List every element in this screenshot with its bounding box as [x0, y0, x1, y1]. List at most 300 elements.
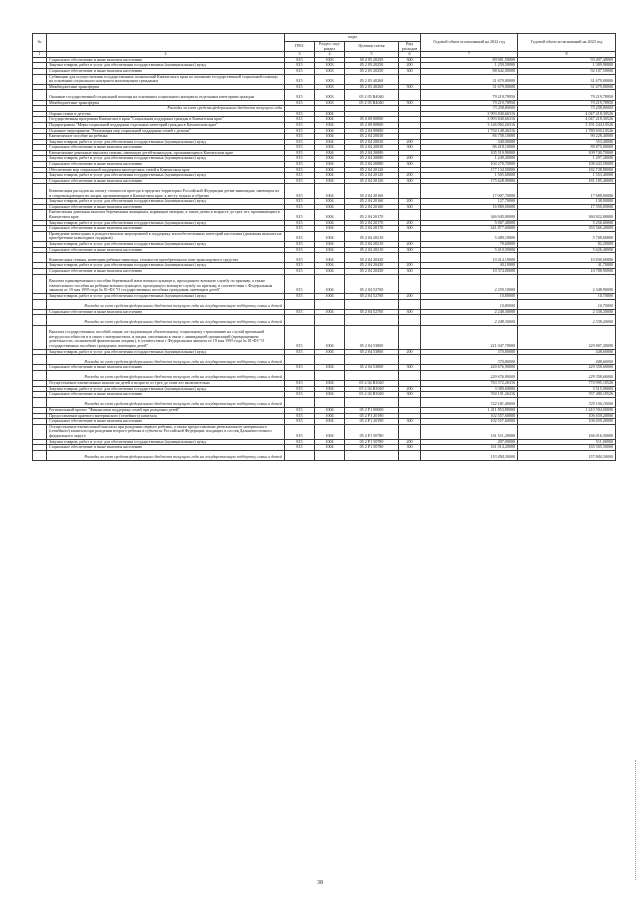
- expense-type-code: 300: [399, 145, 421, 151]
- grbs-code: 815: [285, 253, 315, 263]
- amount-2022: 105 519,90000: [421, 150, 518, 156]
- amount-2022: 79 219,78950: [421, 90, 518, 100]
- col-num: 2: [47, 52, 285, 58]
- expense-type-code: [399, 74, 421, 84]
- col-num: 5: [345, 52, 399, 58]
- grbs-code: 815: [285, 263, 315, 269]
- amount-2023: 1 410 594,00000: [518, 408, 616, 414]
- amount-2022: 220 676,90000: [421, 365, 518, 371]
- row-name: Межбюджетные трансферты: [47, 100, 285, 106]
- row-number-cell: [33, 315, 47, 325]
- amount-2022: 497,00000: [421, 439, 518, 445]
- target-code: 05 2 04 53800: [345, 325, 399, 349]
- section-code: 1003: [315, 84, 345, 90]
- note-text: Расходы за счет средств федерального бюджета текущего года на государственную поддержку семьи и детей: [47, 370, 285, 380]
- amount-2022: 161 511,20000: [421, 424, 518, 439]
- row-number-cell: [33, 325, 47, 349]
- expense-type-code: [399, 397, 421, 407]
- grbs-code: 815: [285, 220, 315, 226]
- section-code: 1004: [315, 210, 345, 220]
- table-row: [33, 231, 616, 241]
- amount-2022: 10,80000: [421, 293, 518, 299]
- amount-2022: 31 679,00000: [421, 84, 518, 90]
- target-code: 05 2 04 R3020: [345, 392, 399, 398]
- amount-2023: 4 047 218,30526: [518, 117, 616, 123]
- amount-2023: 10 830,60000: [518, 253, 616, 263]
- row-name: Закупка товаров, работ и услуг для обеспечения государственных (муниципальных) нужд: [47, 199, 285, 205]
- section-code: 1004: [315, 293, 345, 299]
- row-number-cell: [33, 274, 47, 293]
- amount-2023: 92 187,50000: [518, 68, 616, 74]
- section-code: 1004: [315, 386, 345, 392]
- grbs-code: 815: [285, 381, 315, 387]
- grbs-code: 815: [285, 386, 315, 392]
- section-code: 1004: [315, 134, 345, 140]
- target-code: 05 2 04 20430: [345, 268, 399, 274]
- row-name: Ежемесячное пособие на ребенка: [47, 134, 285, 140]
- expense-type-code: 300: [399, 226, 421, 232]
- grbs-code: 815: [285, 309, 315, 315]
- section-code: 1004: [315, 111, 345, 117]
- amount-2023: 106 659,20000: [518, 413, 616, 419]
- amount-2022: 5 410,50000: [421, 247, 518, 253]
- expense-type-code: [399, 450, 421, 460]
- note-row: [33, 315, 616, 325]
- col-num: 8: [518, 52, 616, 58]
- expense-type-code: 300: [399, 204, 421, 210]
- expense-type-code: 200: [399, 173, 421, 179]
- amount-2023: 166 016,50000: [518, 424, 616, 439]
- grbs-code: 815: [285, 167, 315, 173]
- amount-2023: 10,70000: [518, 299, 616, 309]
- amount-2022: 1 259,50000: [421, 63, 518, 69]
- expense-type-code: 300: [399, 57, 421, 63]
- target-code: 05 2 05 R4040: [345, 90, 399, 100]
- expense-type-code: 200: [399, 386, 421, 392]
- section-code: 1004: [315, 156, 345, 162]
- expense-type-code: [399, 370, 421, 380]
- grbs-code: [285, 299, 315, 309]
- section-code: 1004: [315, 439, 345, 445]
- section-code: 1004: [315, 349, 345, 355]
- grbs-code: 815: [285, 162, 315, 168]
- row-name: Компенсация расходов на оплату стоимости проезда в пределах территории Российской Федерации детям-инвалидам, имеющим их и сопровождающим их лицам, проживающим в Камчатском крае, к месту отдыха и обратно: [47, 184, 285, 199]
- amount-2023: 82,20000: [518, 241, 616, 247]
- expense-type-code: [399, 90, 421, 100]
- amount-2022: 763 572,26316: [421, 381, 518, 387]
- row-name: Обеспечение мер социальной поддержки многодетных семей в Камчатском крае: [47, 167, 285, 173]
- row-name: Социальное обеспечение и иные выплаты населению: [47, 57, 285, 63]
- table-row: [33, 325, 616, 349]
- amount-2022: 341 877,60000: [421, 226, 518, 232]
- target-code: 05 2 04 20160: [345, 184, 399, 199]
- grbs-code: 815: [285, 68, 315, 74]
- section-code: 1004: [315, 145, 345, 151]
- amount-2022: 127,70000: [421, 199, 518, 205]
- expense-type-code: 200: [399, 139, 421, 145]
- section-code: 1004: [315, 419, 345, 425]
- amount-2023: 181 185,40000: [518, 178, 616, 184]
- row-name: Закупка товаров, работ и услуг для обеспечения государственных (муниципальных) нужд: [47, 220, 285, 226]
- expense-type-code: [399, 274, 421, 293]
- amount-2022: 1 505,60000: [421, 173, 518, 179]
- target-code: 05 2 04 20120: [345, 178, 399, 184]
- section-code: 1004: [315, 413, 345, 419]
- page-number: 38: [317, 880, 323, 886]
- target-code: 05 2 05 R4040: [345, 100, 399, 106]
- amount-2023: 767 480,10526: [518, 392, 616, 398]
- section-code: [315, 450, 345, 460]
- row-name: Закупка товаров, работ и услуг для обеспечения государственных (муниципальных) нужд: [47, 293, 285, 299]
- amount-2023: 5 256,60000: [518, 220, 616, 226]
- amount-2023: 93 497,40000: [518, 57, 616, 63]
- header-name: [47, 34, 285, 52]
- amount-2023: 5 626,40000: [518, 247, 616, 253]
- target-code: 05 2 04 20170: [345, 210, 399, 220]
- section-code: 1004: [315, 199, 345, 205]
- target-code: 05 2 04 20160: [345, 199, 399, 205]
- expense-type-code: [399, 424, 421, 439]
- amount-2022: 2 259,10000: [421, 274, 518, 293]
- note-text: Расходы за счет средств федерального бюджета текущего года на государственную поддержку семьи и детей: [47, 397, 285, 407]
- amount-2022: 86 758,10000: [421, 134, 518, 140]
- amount-2023: 10 788,90000: [518, 268, 616, 274]
- note-text: Расходы за счет средств федерального бюджета текущего года: [47, 106, 285, 112]
- amount-2023: 182 738,80000: [518, 167, 616, 173]
- grbs-code: 815: [285, 84, 315, 90]
- row-name: Закупка товаров, работ и услуг для обеспечения государственных (муниципальных) нужд: [47, 139, 285, 145]
- amount-2022: 102 557,60000: [421, 419, 518, 425]
- expense-type-code: [399, 325, 421, 349]
- section-code: 1003: [315, 90, 345, 100]
- grbs-code: 815: [285, 274, 315, 293]
- target-code: 05 2 P1 20190: [345, 413, 399, 419]
- amount-2023: 511,00000: [518, 439, 616, 445]
- grbs-code: 815: [285, 392, 315, 398]
- grbs-code: 815: [285, 134, 315, 140]
- expense-type-code: 200: [399, 63, 421, 69]
- section-code: 1004: [315, 268, 345, 274]
- section-code: 1003: [315, 74, 345, 84]
- target-code: 05 2 05 20250: [345, 57, 399, 63]
- note-row: [33, 355, 616, 365]
- target-code: 05 2 04 52700: [345, 293, 399, 299]
- amount-2022: 86 418,10000: [421, 145, 518, 151]
- table-row: [33, 74, 616, 84]
- row-name: Социальное обеспечение и иные выплаты населению: [47, 178, 285, 184]
- grbs-code: 815: [285, 145, 315, 151]
- amount-2023: 108 443,50000: [518, 162, 616, 168]
- amount-2023: 2 348,90000: [518, 274, 616, 293]
- target-code: 05 2 04 20080: [345, 156, 399, 162]
- row-number-cell: [33, 424, 47, 439]
- target-code: 05 2 04 20430: [345, 253, 399, 263]
- row-number-cell: [33, 90, 47, 100]
- section-code: 1004: [315, 178, 345, 184]
- target-code: 05 2 P1 50780: [345, 445, 399, 451]
- note-row: [33, 450, 616, 460]
- section-code: 1004: [315, 231, 345, 241]
- target-code: 05 2 04 20210: [345, 241, 399, 247]
- amount-2023: 109 740,70000: [518, 150, 616, 156]
- amount-2023: 89 875,00000: [518, 145, 616, 151]
- amount-2023: 1 297,20000: [518, 156, 616, 162]
- row-name: Социальное обеспечение и иные выплаты населению: [47, 268, 285, 274]
- section-code: 1004: [315, 241, 345, 247]
- grbs-code: 815: [285, 293, 315, 299]
- target-code: 05 2 04 20030: [345, 145, 399, 151]
- row-name: Социальное обеспечение и иные выплаты населению: [47, 162, 285, 168]
- section-code: 1004: [315, 128, 345, 134]
- section-code: 1004: [315, 325, 345, 349]
- section-code: 1003: [315, 63, 345, 69]
- section-code: 1004: [315, 424, 345, 439]
- amount-2023: 17 550,00000: [518, 204, 616, 210]
- row-name: Ежемесячные денежные выплаты семьям, имеющим детей-инвалидов, проживающим в Камчатском крае: [47, 150, 285, 156]
- row-name: Закупка товаров, работ и услуг для обеспечения государственных (муниципальных) нужд: [47, 173, 285, 179]
- section-code: [315, 370, 345, 380]
- grbs-code: 815: [285, 365, 315, 371]
- table-row: [33, 253, 616, 263]
- target-code: 05 2 04 52700: [345, 274, 399, 293]
- section-code: 1004: [315, 173, 345, 179]
- amount-2022: 40,10000: [421, 263, 518, 269]
- target-code: [345, 450, 399, 460]
- target-code: 05 2 04 52700: [345, 309, 399, 315]
- header-codes: коды: [285, 34, 421, 42]
- amount-2023: 448,60000: [518, 355, 616, 365]
- amount-2023: 353,40000: [518, 139, 616, 145]
- grbs-code: 815: [285, 231, 315, 241]
- grbs-code: 815: [285, 408, 315, 414]
- amount-2022: 104 270,70000: [421, 162, 518, 168]
- amount-2023: 79 219,78950: [518, 100, 616, 106]
- amount-2023: 157 844,30000: [518, 450, 616, 460]
- row-number-cell: [33, 299, 47, 309]
- grbs-code: 815: [285, 445, 315, 451]
- grbs-code: 815: [285, 424, 315, 439]
- row-name: Оказание государственной социальной помощи на основании социального контракта отдельным категориям граждан: [47, 90, 285, 100]
- target-code: 05 2 04 20430: [345, 263, 399, 269]
- expense-type-code: 200: [399, 220, 421, 226]
- amount-2022: 88 642,00000: [421, 68, 518, 74]
- section-code: [315, 355, 345, 365]
- expense-type-code: 300: [399, 247, 421, 253]
- section-code: 1004: [315, 184, 345, 199]
- grbs-code: 815: [285, 184, 315, 199]
- table-row: [33, 210, 616, 220]
- row-name: Закупка товаров, работ и услуг для обеспечения государственных (муниципальных) нужд: [47, 63, 285, 69]
- grbs-code: 815: [285, 439, 315, 445]
- amount-2023: 165 505,50000: [518, 445, 616, 451]
- row-name: Компенсация семьям, имеющим ребенка-инвалида, стоимости приобретенного ими транспортного средства: [47, 253, 285, 263]
- target-code: 05 2 04 20120: [345, 173, 399, 179]
- amount-2022: 370,80000: [421, 349, 518, 355]
- section-code: 1004: [315, 150, 345, 156]
- section-code: 1004: [315, 139, 345, 145]
- amount-2023: 1 309,90000: [518, 63, 616, 69]
- row-name: Закупка товаров, работ и услуг для обеспечения государственных (муниципальных) нужд: [47, 349, 285, 355]
- target-code: [345, 315, 399, 325]
- target-code: 05 2 05 20250: [345, 63, 399, 69]
- table-row: [33, 184, 616, 199]
- row-name: Осуществление ежемесячных выплат на детей в возрасте от трех до семи лет включительно: [47, 381, 285, 387]
- grbs-code: [285, 315, 315, 325]
- header-no: №: [33, 34, 47, 52]
- row-number-cell: [33, 184, 47, 199]
- amount-2023: 79 219,78950: [518, 90, 616, 100]
- margin-marks: [632, 760, 636, 880]
- row-number-cell: [33, 370, 47, 380]
- amount-2022: 10 414,10000: [421, 253, 518, 263]
- section-code: [315, 397, 345, 407]
- section-code: 1004: [315, 247, 345, 253]
- note-text: Расходы за счет средств федерального бюджета текущего года на государственную поддержку семьи и детей: [47, 315, 285, 325]
- expense-type-code: [399, 253, 421, 263]
- grbs-code: 815: [285, 241, 315, 247]
- target-code: 05 2 04 00000: [345, 128, 399, 134]
- row-name: Закупка товаров, работ и услуг для обеспечения государственных (муниципальных) нужд: [47, 156, 285, 162]
- target-code: 05 2 05 20250: [345, 68, 399, 74]
- target-code: 05 2 P1 50780: [345, 424, 399, 439]
- expense-type-code: 200: [399, 241, 421, 247]
- row-name: Социальное обеспечение и иные выплаты населению: [47, 365, 285, 371]
- amount-2022: 31 679,00000: [421, 74, 518, 84]
- amount-2022: 3 993 840,66316: [421, 117, 518, 123]
- amount-2022: 161 014,20000: [421, 445, 518, 451]
- expense-type-code: 300: [399, 365, 421, 371]
- expense-type-code: 300: [399, 178, 421, 184]
- amount-2022: 722 181,40000: [421, 397, 518, 407]
- row-name: Основное мероприятие "Реализация мер социальной поддержки семей с детьми": [47, 128, 285, 134]
- header-grbs: ГРБС: [285, 42, 315, 52]
- target-code: [345, 370, 399, 380]
- grbs-code: 815: [285, 349, 315, 355]
- row-name: Субвенции для осуществления государственных полномочий Камчатского края по оказанию государственной социальной помощи на основании социального контракта малоимущим гражданам: [47, 74, 285, 84]
- amount-2022: 1 249,20000: [421, 156, 518, 162]
- grbs-code: 815: [285, 100, 315, 106]
- target-code: 05 2 04 R3020: [345, 381, 399, 387]
- amount-2023: 106 659,20000: [518, 419, 616, 425]
- expense-type-code: 200: [399, 293, 421, 299]
- row-name: Выплата единовременного пособия беременной жене военнослужащего, проходящего военную службу по призыву, а также ежемесячного пособия на ребенка военнослужащего, проходящего военную службу по призыву, в соответствии с Федеральным законом от 19 мая 1995 года № 81-ФЗ "О государственных пособиях гражданам, имеющим детей": [47, 274, 285, 293]
- grbs-code: 815: [285, 111, 315, 117]
- amount-2022: 5 067,40000: [421, 220, 518, 226]
- budget-table: [32, 33, 616, 461]
- note-row: [33, 299, 616, 309]
- amount-2023: 360 822,80000: [518, 210, 616, 220]
- amount-2023: 3 191 244,10526: [518, 122, 616, 128]
- row-name: Региональный проект "Финансовая поддержка семей при рождении детей": [47, 408, 285, 414]
- target-code: 05 2 P1 00000: [345, 408, 399, 414]
- section-code: 1003: [315, 57, 345, 63]
- amount-2022: 102 557,60000: [421, 413, 518, 419]
- row-name: Закупка товаров, работ и услуг для обеспечения государственных (муниципальных) нужд: [47, 386, 285, 392]
- row-name: Социальное обеспечение и иные выплаты населению: [47, 145, 285, 151]
- target-code: 05 2 P1 20190: [345, 419, 399, 425]
- section-code: 1004: [315, 117, 345, 123]
- grbs-code: 815: [285, 122, 315, 128]
- target-code: 05 2 04 20120: [345, 167, 399, 173]
- row-name: Социальное обеспечение и иные выплаты населению: [47, 445, 285, 451]
- grbs-code: 815: [285, 57, 315, 63]
- note-row: [33, 370, 616, 380]
- grbs-code: [285, 370, 315, 380]
- expense-type-code: [399, 299, 421, 309]
- col-num: 4: [315, 52, 345, 58]
- expense-type-code: [399, 231, 421, 241]
- grbs-code: 815: [285, 247, 315, 253]
- expense-type-code: [399, 184, 421, 199]
- row-name: Охрана семьи и детства: [47, 111, 285, 117]
- expense-type-code: 200: [399, 263, 421, 269]
- header-section: Раздел, под-раздел: [315, 42, 345, 52]
- amount-2022: 175 628,90000: [421, 178, 518, 184]
- note-row: [33, 397, 616, 407]
- note-text: Расходы за счет средств федерального бюджета текущего года на государственную поддержку семьи и детей: [47, 450, 285, 460]
- expense-type-code: 300: [399, 419, 421, 425]
- amount-2022: 220 676,90000: [421, 370, 518, 380]
- note-text: Расходы за счет средств федерального бюджета текущего года на государственную поддержку семьи и детей: [47, 299, 285, 309]
- amount-2022: 221 047,70000: [421, 325, 518, 349]
- grbs-code: 815: [285, 173, 315, 179]
- row-name: Социальное обеспечение и иные выплаты населению: [47, 204, 285, 210]
- expense-type-code: 200: [399, 199, 421, 205]
- amount-2023: 41,70000: [518, 263, 616, 269]
- target-code: 05 2 04 20160: [345, 204, 399, 210]
- grbs-code: 815: [285, 419, 315, 425]
- amount-2023: 770 995,10526: [518, 381, 616, 387]
- target-code: 05 2 04 20030: [345, 134, 399, 140]
- section-code: 1004: [315, 309, 345, 315]
- expense-type-code: 300: [399, 309, 421, 315]
- amount-2022: 3 993 840,66316: [421, 111, 518, 117]
- amount-2022: 73 258,80000: [421, 106, 518, 112]
- row-name: Социальное обеспечение и иные выплаты населению: [47, 309, 285, 315]
- row-number-cell: [33, 397, 47, 407]
- row-name: Социальное обеспечение и иные выплаты населению: [47, 247, 285, 253]
- target-code: 05 2 04 53800: [345, 365, 399, 371]
- section-code: 1003: [315, 100, 345, 106]
- section-code: 1004: [315, 162, 345, 168]
- amount-2022: 5 489,10000: [421, 231, 518, 241]
- expense-type-code: 500: [399, 100, 421, 106]
- amount-2022: 78,60000: [421, 241, 518, 247]
- header-type: Вид расходов: [399, 42, 421, 52]
- note-text: Расходы за счет средств федерального бюджета текущего года на государственную поддержку семьи и детей: [47, 355, 285, 365]
- target-code: 05 2 05 40260: [345, 84, 399, 90]
- expense-type-code: [399, 315, 421, 325]
- target-code: 05 2 04 R3020: [345, 386, 399, 392]
- target-code: 05 0 00 00000: [345, 117, 399, 123]
- amount-2023: 1 780 650,10526: [518, 128, 616, 134]
- amount-2022: 79 219,78950: [421, 100, 518, 106]
- amount-2023: 355 566,20000: [518, 226, 616, 232]
- row-name: Социальное обеспечение и иные выплаты населению: [47, 392, 285, 398]
- grbs-code: [285, 450, 315, 460]
- amount-2023: 10,70000: [518, 293, 616, 299]
- amount-2022: 2 248,30000: [421, 309, 518, 315]
- amount-2022: 346 945,00000: [421, 210, 518, 220]
- amount-2022: 10 374,00000: [421, 268, 518, 274]
- grbs-code: 815: [285, 117, 315, 123]
- section-code: [315, 299, 345, 309]
- row-name: Закупка товаров, работ и услуг для обеспечения государственных (муниципальных) нужд: [47, 241, 285, 247]
- target-code: 05 2 04 20170: [345, 220, 399, 226]
- amount-2022: 10,80000: [421, 299, 518, 309]
- col-num: 3: [285, 52, 315, 58]
- amount-2022: 89 901,50000: [421, 57, 518, 63]
